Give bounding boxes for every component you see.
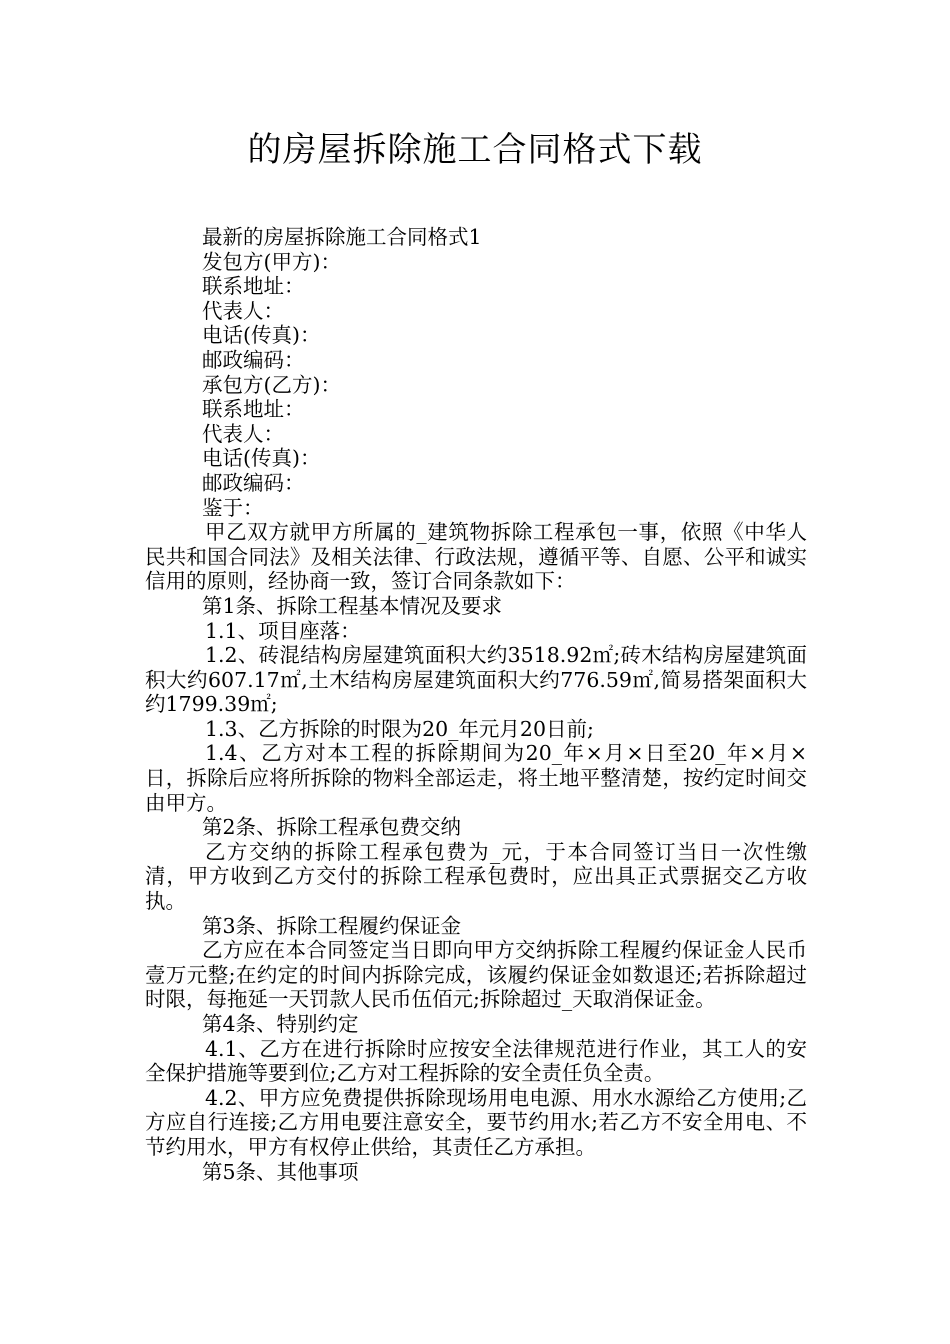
party-a-label: 发包方(甲方)： [202, 249, 341, 274]
subtitle-line: 最新的房屋拆除施工合同格式1 [202, 225, 482, 249]
preamble-paragraph: 甲乙双方就甲方所属的_建筑物拆除工程承包一事，依照《中华人民共和国合同法》及相关法律、行政法规，遵循平等、自愿、公平和诚实信用的原则，经协商一致，签订合同条款如下： [145, 520, 807, 594]
article-3-heading: 第3条、拆除工程履约保证金 [202, 913, 462, 938]
party-a-address-label: 联系地址： [202, 274, 305, 299]
clause-1-3: 1.3、乙方拆除的时限为20_年元月20日前; [205, 716, 594, 741]
whereas-label: 鉴于： [202, 495, 264, 520]
clause-4-1: 4.1、乙方在进行拆除时应按安全法律规范进行作业，其工人的安全保护措施等要到位;乙方对工程拆除的安全责任负全责。 [145, 1036, 807, 1086]
article-2-heading: 第2条、拆除工程承包费交纳 [202, 815, 462, 840]
document-body [145, 225, 807, 1184]
article-4-heading: 第4条、特别约定 [202, 1012, 359, 1036]
party-a-phone-label: 电话(传真)： [202, 323, 321, 348]
party-a-postcode-label: 邮政编码： [202, 347, 305, 372]
party-b-postcode-label: 邮政编码： [202, 470, 305, 495]
party-a-representative-label: 代表人： [202, 298, 284, 323]
party-b-address-label: 联系地址： [202, 397, 305, 422]
party-b-phone-label: 电话(传真)： [202, 446, 321, 471]
clause-1-1: 1.1、项目座落： [205, 618, 361, 643]
article-2-text: 乙方交纳的拆除工程承包费为_元，于本合同签订当日一次性缴清，甲方收到乙方交付的拆除工程承包费时，应出具正式票据交乙方收执。 [145, 839, 807, 914]
document-title: 的房屋拆除施工合同格式下载 [247, 130, 703, 170]
party-b-representative-label: 代表人： [202, 421, 284, 446]
article-1-heading: 第1条、拆除工程基本情况及要求 [202, 593, 503, 618]
article-5-heading: 第5条、其他事项 [202, 1159, 359, 1184]
article-3-text: 乙方应在本合同签定当日即向甲方交纳拆除工程履约保证金人民币壹万元整;在约定的时间内拆除完成，该履约保证金如数退还;若拆除超过时限，每拖延一天罚款人民币伍佰元;拆除超过_天取消保证金。 [145, 938, 807, 1012]
clause-1-4: 1.4、乙方对本工程的拆除期间为20_年×月×日至20_年×月×日，拆除后应将所拆除的物料全部运走，将土地平整清楚，按约定时间交由甲方。 [145, 741, 807, 815]
clause-4-2: 4.2、甲方应免费提供拆除现场用电电源、用水水源给乙方使用;乙方应自行连接;乙方用电要注意安全，要节约用水;若乙方不安全用电、不节约用水，甲方有权停止供给，其责任乙方承担。 [145, 1085, 807, 1159]
clause-1-2: 1.2、砖混结构房屋建筑面积大约3518.92㎡;砖木结构房屋建筑面积大约607.17㎡,土木结构房屋建筑面积大约776.59㎡,简易搭架面积大约1799.39㎡; [145, 643, 807, 717]
party-b-label: 承包方(乙方)： [202, 372, 341, 397]
